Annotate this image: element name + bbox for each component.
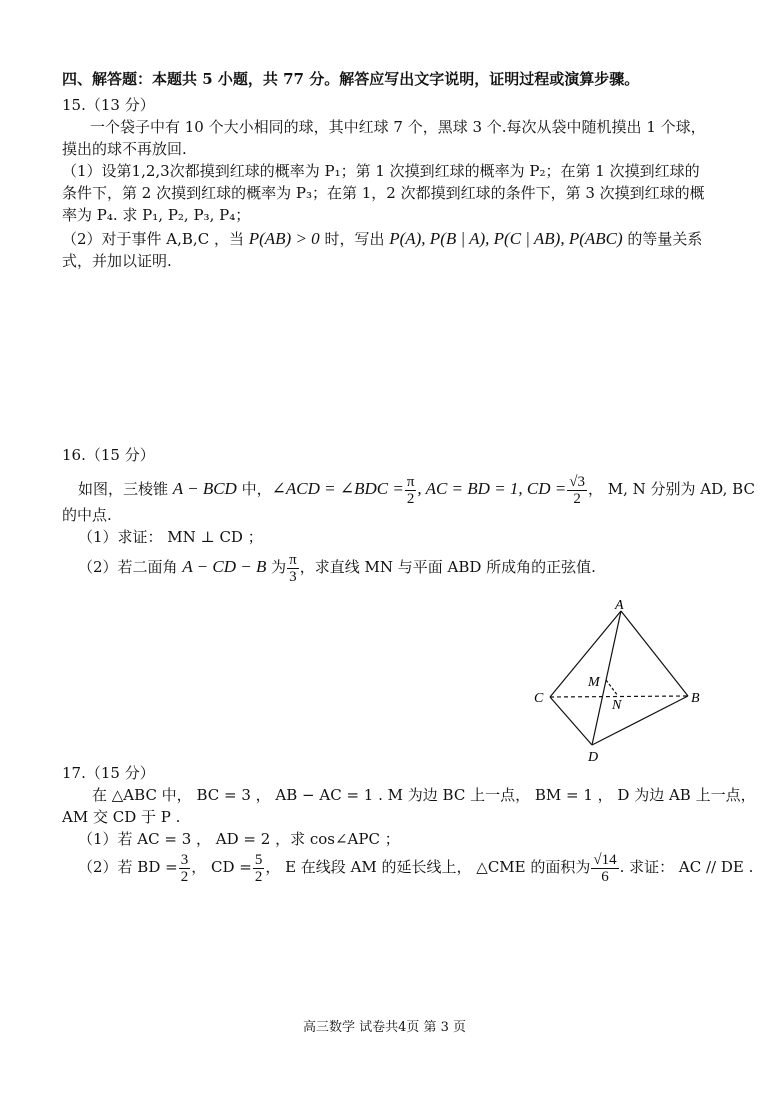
q17-part2-text-b: ， CD = [191, 858, 252, 876]
tetrahedron-figure [528, 597, 718, 767]
q17-frac3-num: √14 [593, 851, 617, 868]
q17-number: 17.（15 分） [62, 764, 155, 782]
edge-ac [550, 611, 621, 697]
q15-part1-line2: 条件下，第 2 次摸到红球的概率为 P₃；在第 1，2 次都摸到红球的条件下，第 3 次摸到红球的概 [62, 184, 705, 202]
q17-frac-sqrt14-6 [591, 852, 618, 885]
q15-part2-line1 [62, 228, 702, 250]
q16-part2-text-b: 为 [266, 558, 287, 576]
q17-part2-text-d: . 求证： AC // DE . [619, 858, 754, 876]
q16-math-lengths: , AC = BD = 1, CD = [417, 479, 567, 498]
q17-frac1-num: 3 [180, 851, 189, 868]
edge-cd [550, 697, 592, 745]
q15-part2-text-c: 的等量关系 [622, 230, 703, 248]
q17-frac-5-2 [253, 852, 265, 885]
q15-number: 15.（13 分） [62, 96, 155, 114]
q15-part1-line3: 率为 P₄. 求 P₁, P₂, P₃, P₄； [62, 206, 251, 224]
q17-part2 [78, 850, 753, 885]
q17-frac1-den: 2 [180, 868, 189, 885]
q16-part2 [78, 550, 596, 585]
label-d: D [588, 750, 599, 765]
q16-part2-text-c: ，求直线 MN 与平面 ABD 所成角的正弦值. [299, 558, 596, 576]
q16-frac-2: 2 [406, 490, 415, 507]
q17-line2: AM 交 CD 于 P . [62, 808, 181, 826]
edge-ab [621, 611, 688, 696]
q15-part2-text-a: （2）对于事件 A,B,C ，当 [62, 230, 249, 248]
q16-math-angles: ∠ACD = ∠BDC = [271, 479, 404, 498]
q15-intro-line1: 一个袋子中有 10 个大小相同的球，其中红球 7 个，黑球 3 个.每次从袋中随机摸出 1 个球， [90, 118, 706, 136]
label-m: M [588, 675, 600, 690]
q15-part2-math-pab: P(AB) > 0 [248, 229, 320, 248]
label-c: C [534, 691, 544, 706]
label-n: N [612, 698, 622, 713]
q16-part1: （1）求证： MN ⊥ CD ； [78, 528, 263, 546]
q16-line2: 的中点. [62, 506, 112, 524]
q16-frac-3: 3 [289, 568, 297, 585]
segment-mn [606, 680, 618, 696]
q16-frac-sqrt3: √3 [569, 473, 585, 490]
q17-part1: （1）若 AC = 3 ， AD = 2 ，求 cos∠APC ； [78, 830, 400, 848]
q16-text-a: 如图，三棱锥 [78, 480, 173, 498]
edge-bd [592, 696, 688, 745]
q16-frac-pi-2 [405, 474, 417, 507]
q16-text-b: 中， [236, 480, 272, 498]
page-footer: 高三数学 试卷共4页 第 3 页 [302, 1020, 467, 1035]
label-b: B [691, 691, 700, 706]
q16-frac-pi-3 [287, 552, 299, 585]
q17-frac3-den: 6 [601, 868, 609, 885]
q15-part2-line2: 式，并加以证明. [62, 252, 172, 270]
section-heading: 四、解答题：本题共 5 小题，共 77 分。解答应写出文字说明，证明过程或演算步骤。 [62, 70, 640, 88]
edge-cb-hidden [550, 696, 688, 697]
q16-frac-pi: π [406, 473, 415, 490]
q16-text-c: ， M, N 分别为 AD, BC [587, 480, 755, 498]
q16-number: 16.（15 分） [62, 446, 155, 464]
q16-part2-math: A − CD − B [182, 557, 267, 576]
q15-part1-line1: （1）设第1,2,3次都摸到红球的概率为 P₁；第 1 次摸到红球的概率为 P₂；在第 1 次摸到红球的 [62, 162, 700, 180]
q15-part2-math-probs: P(A), P(B | A), P(C | AB), P(ABC) [389, 229, 623, 248]
label-a: A [615, 598, 624, 613]
q17-part2-text-a: （2）若 BD = [78, 858, 178, 876]
q16-frac-2b: 2 [573, 490, 581, 507]
q16-line1 [78, 472, 755, 507]
q15-intro-line2: 摸出的球不再放回. [62, 140, 187, 158]
q16-frac-pi2: π [289, 551, 297, 568]
q16-math-tetra: A − BCD [172, 479, 237, 498]
q17-line1: 在 △ABC 中， BC = 3 ， AB − AC = 1 . M 为边 BC 上一点， BM = 1 ， D 为边 AB 上一点， [92, 786, 756, 804]
q17-frac-3-2 [179, 852, 191, 885]
q17-part2-text-c: ， E 在线段 AM 的延长线上， △CME 的面积为 [265, 858, 591, 876]
q15-part2-text-b: 时，写出 [319, 230, 390, 248]
q17-frac2-num: 5 [254, 851, 263, 868]
q17-frac2-den: 2 [254, 868, 263, 885]
q16-part2-text-a: （2）若二面角 [78, 558, 183, 576]
q16-frac-sqrt3-2 [567, 474, 587, 507]
